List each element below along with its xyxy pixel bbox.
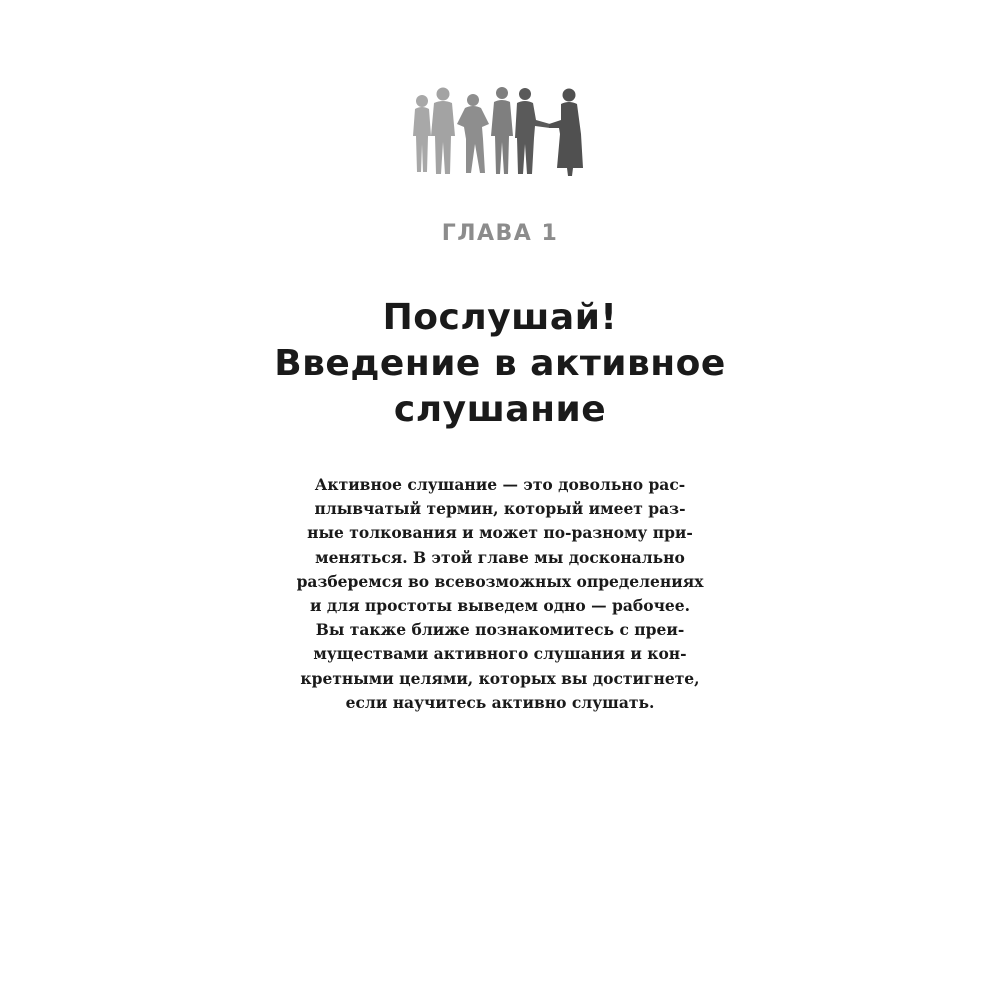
intro-line: если научитесь активно слушать. <box>345 692 655 712</box>
chapter-title-line: слушание <box>393 389 607 430</box>
intro-line: Вы также ближе познакомитесь с преи- <box>315 620 685 640</box>
silhouette-person-6-icon <box>549 89 583 177</box>
chapter-title <box>150 295 850 433</box>
chapter-title-line: Введение в активное <box>274 343 726 384</box>
intro-line: плывчатый термин, который имеет раз- <box>314 499 686 519</box>
intro-line: муществами активного слушания и кон- <box>313 644 687 664</box>
intro-line: и для простоты выведем одно — рабочее. <box>309 596 691 616</box>
intro-line: Активное слушание — это довольно рас- <box>314 475 686 494</box>
people-silhouettes-icon <box>405 84 595 179</box>
intro-line: разберемся во всевозможных определениях <box>296 571 704 591</box>
intro-line: ные толкования и может по-разному при- <box>307 523 693 543</box>
silhouette-person-1-icon <box>413 95 431 172</box>
intro-line: меняться. В этой главе мы досконально <box>315 547 685 567</box>
silhouette-person-2-icon <box>431 88 455 175</box>
silhouette-person-3-icon <box>457 94 489 173</box>
silhouette-person-5-icon <box>515 88 550 174</box>
silhouette-person-4-icon <box>491 87 513 174</box>
chapter-number: ГЛАВА 1 <box>441 221 559 246</box>
intro-line: кретными целями, которых вы достигнете, <box>300 668 700 688</box>
chapter-title-line: Послушай! <box>382 297 618 338</box>
chapter-intro-paragraph <box>265 473 735 715</box>
